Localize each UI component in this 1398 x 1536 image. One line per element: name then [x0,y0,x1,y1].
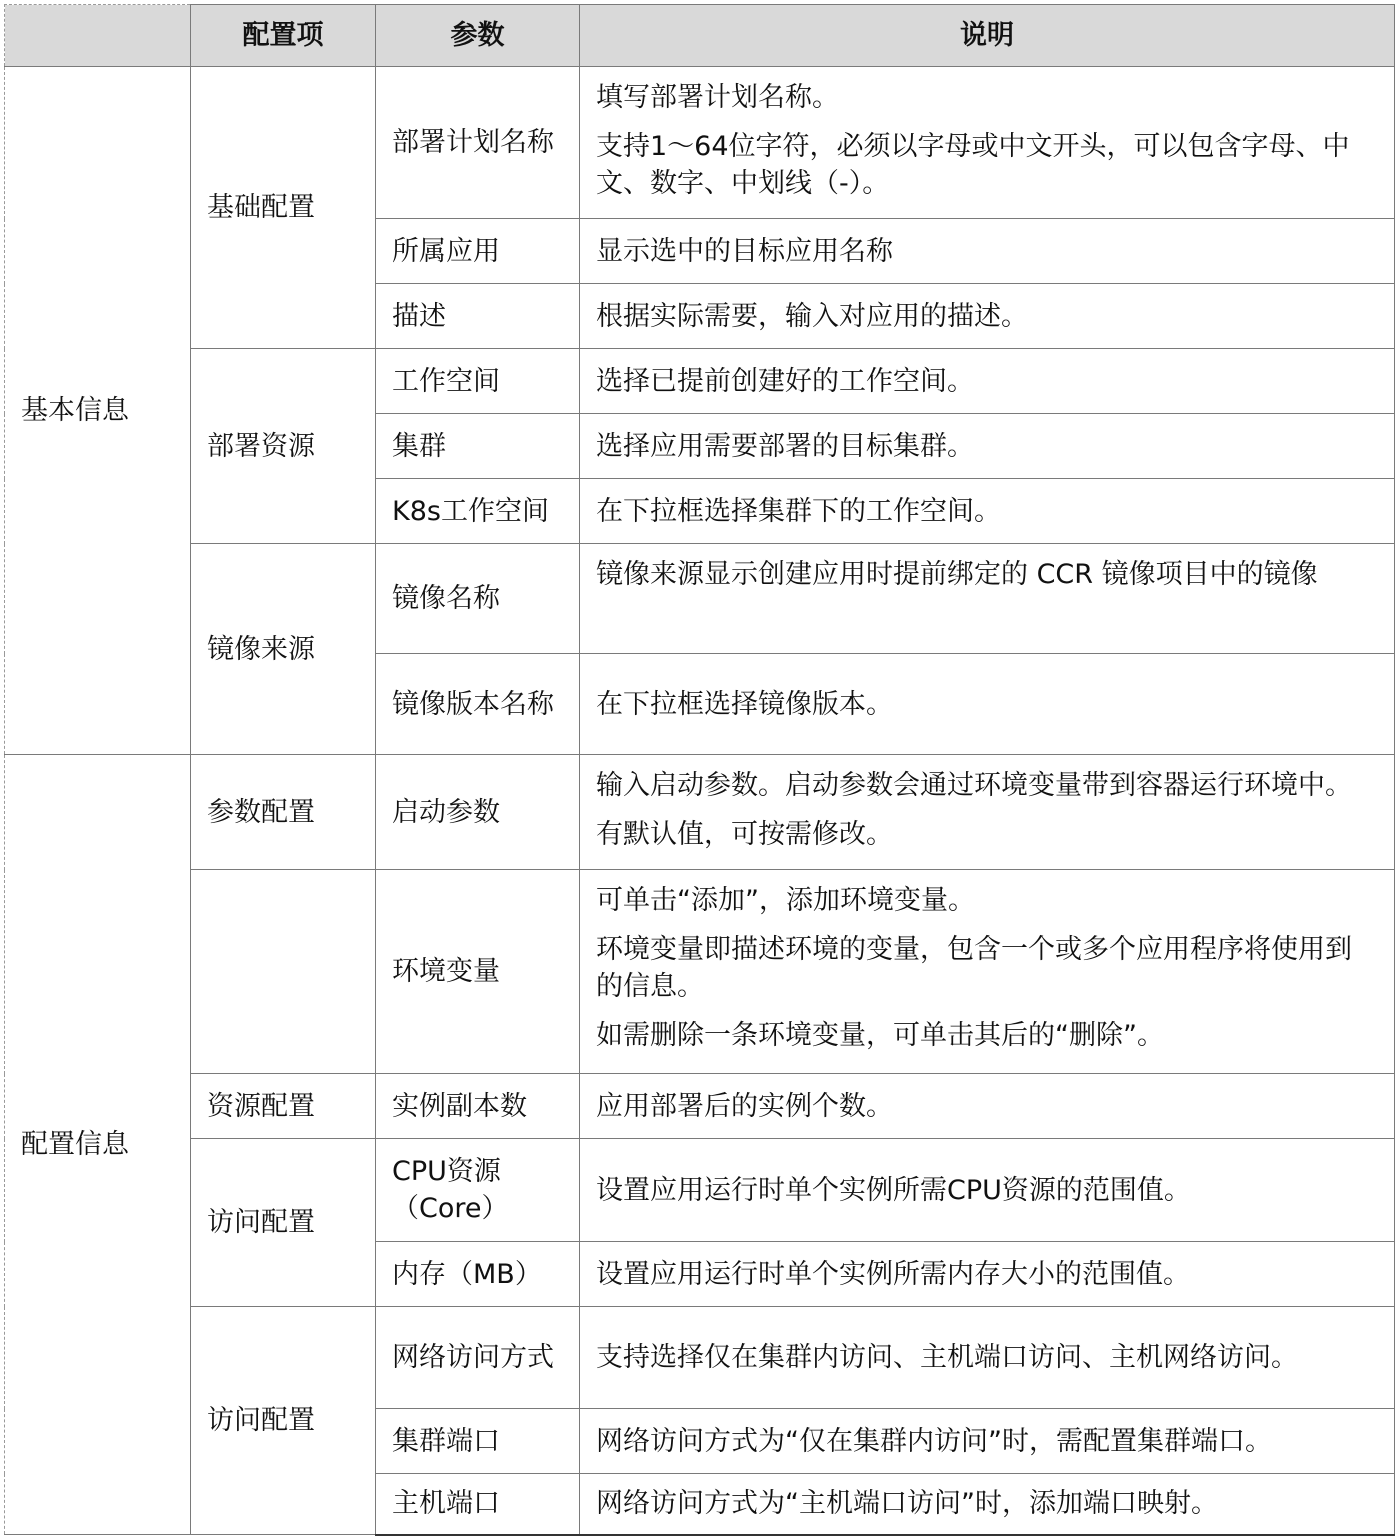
header-description: 说明 [580,5,1395,67]
param-cell: 镜像名称 [376,544,580,654]
desc-paragraph: 设置应用运行时单个实例所需CPU资源的范围值。 [596,1174,1191,1206]
desc-paragraph: 在下拉框选择集群下的工作空间。 [596,495,1001,527]
config-table [4,4,1395,1536]
desc-cell [580,1307,1395,1409]
param-cell: 所属应用 [376,219,580,284]
param-cell: 工作空间 [376,349,580,414]
desc-cell [580,654,1395,755]
desc-cell [580,1139,1395,1242]
desc-cell [580,414,1395,479]
param-cell: 镜像版本名称 [376,654,580,755]
desc-cell [580,870,1395,1074]
param-cell: 主机端口 [376,1474,580,1535]
desc-paragraph: 填写部署计划名称。 [596,82,839,113]
config-item: 部署资源 [191,349,376,544]
group-basic-info: 基本信息 [5,67,191,755]
desc-cell [580,67,1395,219]
desc-paragraph: 支持1～64位字符，必须以字母或中文开头，可以包含字母、中文、数字、中划线（-）。 [596,131,1350,199]
desc-paragraph: 应用部署后的实例个数。 [596,1090,893,1122]
table-row [5,1139,1395,1242]
param-cell: K8s工作空间 [376,479,580,544]
table-row [5,67,1395,219]
table-row [5,1307,1395,1409]
desc-paragraph: 镜像来源显示创建应用时提前绑定的 CCR 镜像项目中的镜像 [596,559,1318,590]
desc-paragraph: 网络访问方式为“主机端口访问”时，添加端口映射。 [596,1488,1218,1520]
table-row [5,755,1395,870]
table-header-row [5,5,1395,67]
header-config-item: 配置项 [191,5,376,67]
param-cell: 网络访问方式 [376,1307,580,1409]
table-row [5,870,1395,1074]
desc-cell [580,1409,1395,1474]
desc-paragraph: 环境变量即描述环境的变量，包含一个或多个应用程序将使用到的信息。 [596,934,1352,1002]
table-row [5,1074,1395,1139]
desc-cell [580,219,1395,284]
desc-cell [580,479,1395,544]
desc-cell [580,1074,1395,1139]
config-item: 访问配置 [191,1139,376,1307]
config-item: 基础配置 [191,67,376,349]
desc-cell [580,284,1395,349]
config-item: 镜像来源 [191,544,376,755]
desc-paragraph: 设置应用运行时单个实例所需内存大小的范围值。 [596,1258,1190,1290]
config-item: 资源配置 [191,1074,376,1139]
param-cell: CPU资源（Core） [376,1139,580,1242]
desc-cell [580,1474,1395,1535]
param-cell: 内存（MB） [376,1242,580,1307]
desc-cell [580,755,1395,870]
config-item: 参数配置 [191,755,376,870]
param-cell: 启动参数 [376,755,580,870]
desc-paragraph: 显示选中的目标应用名称 [596,235,893,267]
header-parameter: 参数 [376,5,580,67]
param-cell: 集群 [376,414,580,479]
table-row [5,349,1395,414]
desc-paragraph: 在下拉框选择镜像版本。 [596,688,893,720]
config-item: 访问配置 [191,1307,376,1535]
desc-paragraph: 支持选择仅在集群内访问、主机端口访问、主机网络访问。 [596,1342,1298,1373]
param-cell: 描述 [376,284,580,349]
desc-paragraph: 有默认值，可按需修改。 [596,819,893,850]
desc-paragraph: 选择应用需要部署的目标集群。 [596,430,974,462]
param-cell: 实例副本数 [376,1074,580,1139]
desc-cell [580,1242,1395,1307]
desc-paragraph: 选择已提前创建好的工作空间。 [596,365,974,397]
desc-cell [580,544,1395,654]
desc-paragraph: 根据实际需要，输入对应用的描述。 [596,300,1028,332]
group-config-info: 配置信息 [5,755,191,1535]
desc-paragraph: 如需删除一条环境变量，可单击其后的“删除”。 [596,1020,1164,1051]
config-item [191,870,376,1074]
param-cell: 集群端口 [376,1409,580,1474]
desc-paragraph: 输入启动参数。启动参数会通过环境变量带到容器运行环境中。 [596,770,1352,801]
param-cell: 环境变量 [376,870,580,1074]
desc-paragraph: 网络访问方式为“仅在集群内访问”时，需配置集群端口。 [596,1425,1272,1457]
header-blank [5,5,191,67]
table-row [5,544,1395,654]
desc-paragraph: 可单击“添加”，添加环境变量。 [596,885,975,916]
desc-cell [580,349,1395,414]
param-cell: 部署计划名称 [376,67,580,219]
